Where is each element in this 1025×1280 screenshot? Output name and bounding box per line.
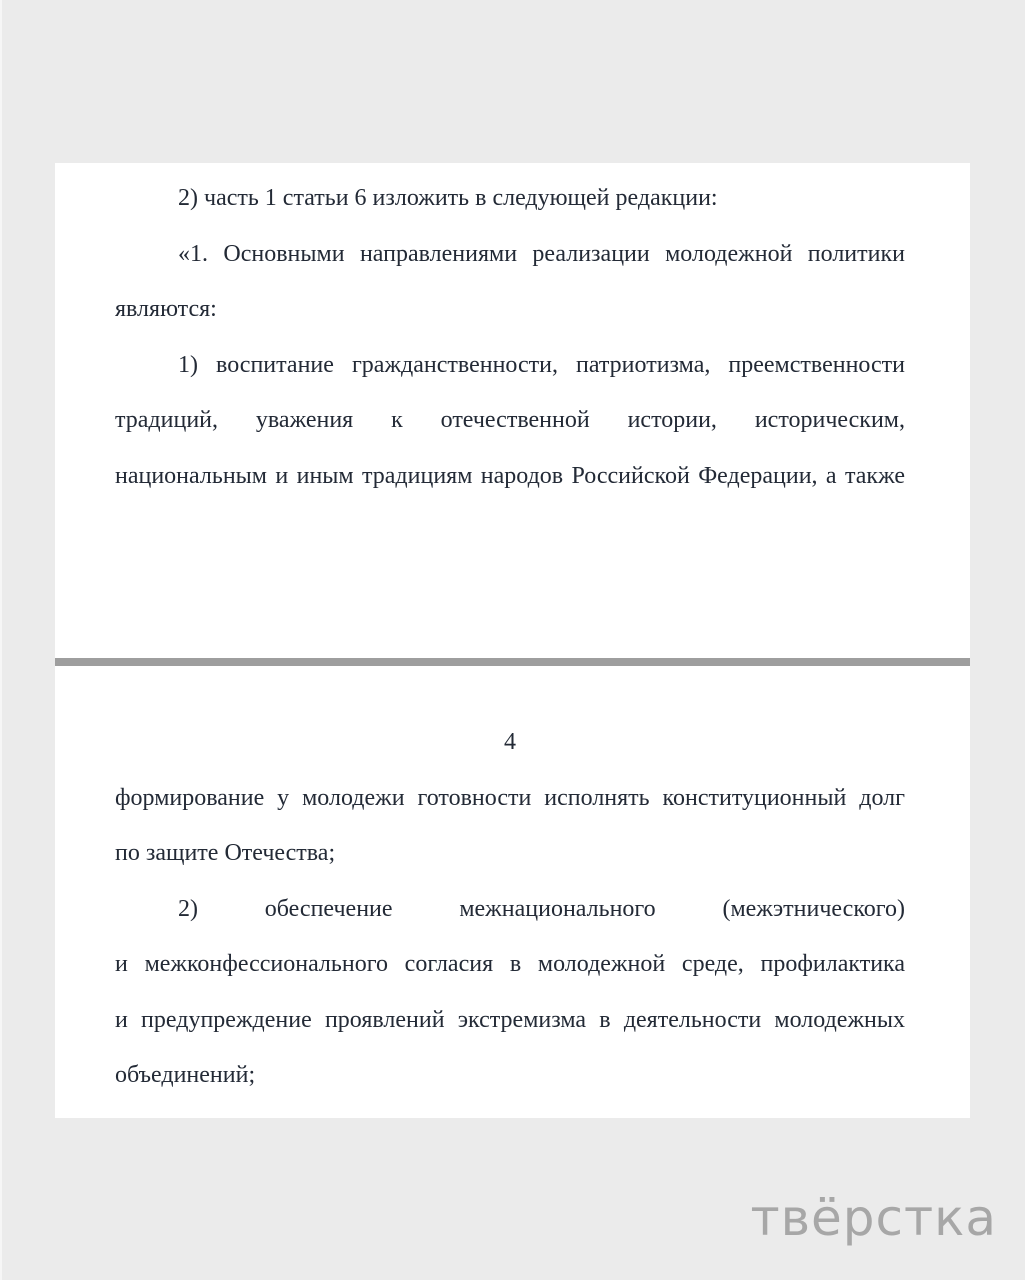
page-number: 4 [504,729,516,755]
page-break-zone [55,658,970,671]
document-page-3 [55,163,970,656]
document-scroll-area [55,163,970,1118]
text-line: «1. Основными направлениями реализации молодежной политики [178,240,905,267]
text-line: по защите Отечества; [115,840,336,866]
text-line: традиций, уважения к отечественной истории, историческим, [115,407,905,433]
text-line: объединений; [115,1062,256,1088]
page-4-text [115,771,905,1104]
text-line: 1) воспитание гражданственности, патриотизма, преемственности [178,351,905,378]
text-line: национальным и иным традициям народов Российской Федерации, а также [115,462,905,489]
text-line: являются: [115,296,217,322]
text-line: формирование у молодежи готовности исполнять конституционный долг [115,784,905,811]
document-page-4 [55,671,970,1118]
left-edge-sliver [0,0,2,1280]
verstka-logo-watermark: твёрстка [750,1189,997,1247]
text-line: 2) обеспечение межнационального (межэтнического) [178,895,905,922]
text-line: и межконфессионального согласия в молодежной среде, профилактика [115,951,905,977]
text-line: 2) часть 1 статьи 6 изложить в следующей редакции: [178,185,718,211]
page-divider [55,658,970,666]
text-line: и предупреждение проявлений экстремизма в деятельности молодежных [115,1006,905,1033]
